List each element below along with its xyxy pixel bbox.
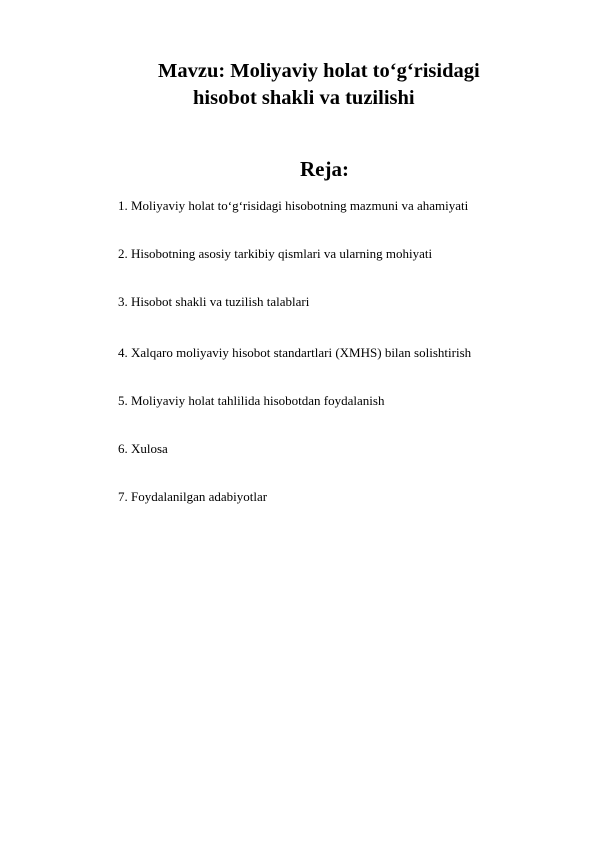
plan-item-2: 2. Hisobotning asosiy tarkibiy qismlari va ularning mohiyati <box>118 246 433 261</box>
document-title-line-1: Mavzu: Moliyaviy holat to‘g‘risidagi <box>158 60 480 82</box>
plan-item-5: 5. Moliyaviy holat tahlilida hisobotdan foydalanish <box>118 393 385 408</box>
plan-item-4: 4. Xalqaro moliyaviy hisobot standartlari (XMHS) bilan solishtirish <box>118 345 472 360</box>
plan-item-3: 3. Hisobot shakli va tuzilish talablari <box>118 294 310 309</box>
plan-item-7: 7. Foydalanilgan adabiyotlar <box>118 489 268 504</box>
plan-item-1: 1. Moliyaviy holat to‘g‘risidagi hisobotning mazmuni va ahamiyati <box>118 198 469 213</box>
plan-heading: Reja: <box>300 157 349 181</box>
document-title-line-2: hisobot shakli va tuzilishi <box>193 87 415 109</box>
plan-item-6: 6. Xulosa <box>118 441 168 456</box>
